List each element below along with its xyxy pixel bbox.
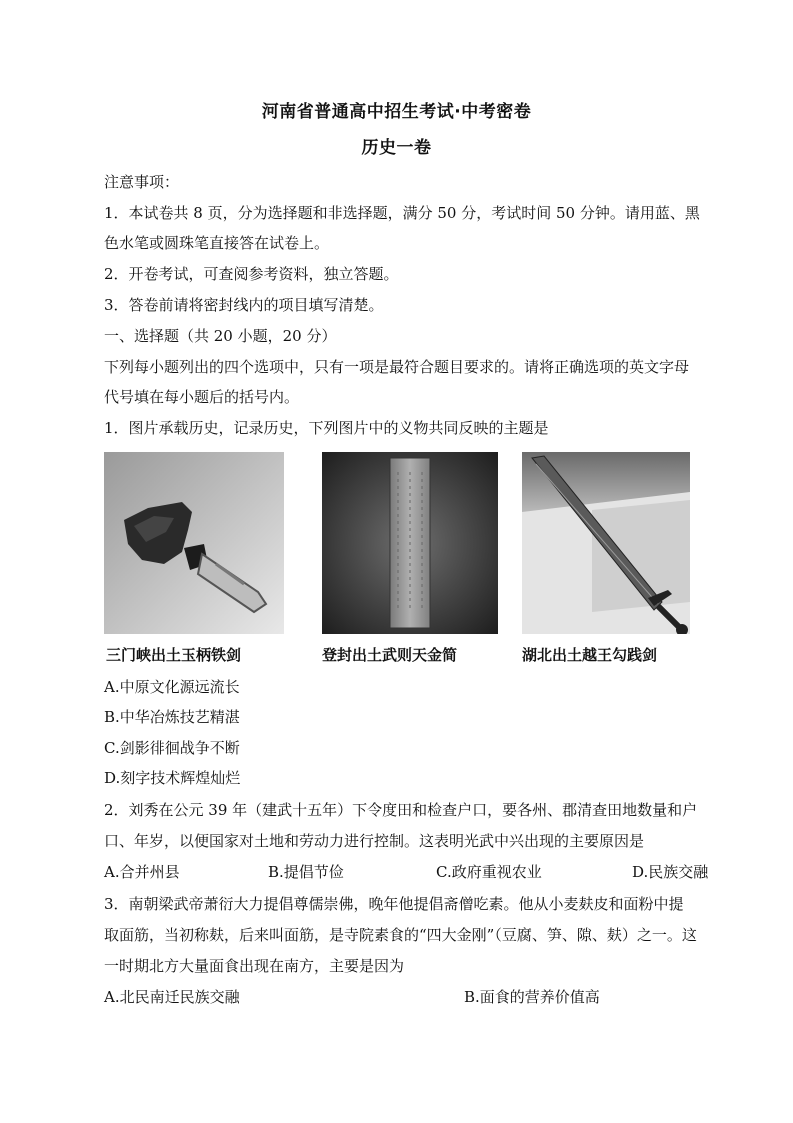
photo-goujian-sword [522, 452, 690, 634]
q1-option-b: B.中华冶炼技艺精湛 [104, 708, 240, 726]
q2-option-c: C.政府重视农业 [436, 863, 542, 881]
q3-option-a: A.北民南迁民族交融 [104, 988, 240, 1006]
question-3-stem-line-3: 一时期北方大量面食出现在南方，主要是因为 [104, 957, 405, 975]
q1-option-a: A.中原文化源远流长 [104, 678, 240, 696]
question-3-stem-line-2: 取面筋，当初称麸，后来叫面筋，是寺院素食的“四大金刚”（豆腐、笋、隙、麸）之一。这 [104, 926, 697, 944]
notice-item-1-line-1: 1．本试卷共 8 页，分为选择题和非选择题，满分 50 分，考试时间 50 分钟。请用蓝、黑 [104, 204, 700, 222]
caption-photo-2: 登封出土武则天金简 [322, 646, 458, 664]
question-1-stem: 1．图片承载历史，记录历史，下列图片中的义物共同反映的主题是 [104, 419, 549, 437]
q1-option-c: C.剑影徘徊战争不断 [104, 739, 240, 757]
page-subtitle: 历史一卷 [361, 138, 432, 158]
section-instruction-line-1: 下列每小题列出的四个选项中，只有一项是最符合题目要求的。请将正确选项的英文字母 [104, 358, 690, 376]
notice-item-3: 3．答卷前请将密封线内的项目填写清楚。 [104, 296, 384, 314]
caption-photo-1: 三门峡出土玉柄铁剑 [106, 646, 242, 664]
question-3-stem-line-1: 3．南朝梁武帝萧衍大力提倡尊儒崇佛，晚年他提倡斋僧吃素。他从小麦麸皮和面粉中提 [104, 895, 684, 913]
page-title: 河南省普通高中招生考试·中考密卷 [261, 102, 532, 122]
notice-item-2: 2．开卷考试，可查阅参考资料，独立答题。 [104, 265, 399, 283]
q2-option-b: B.提倡节俭 [268, 863, 344, 881]
section-instruction-line-2: 代号填在每小题后的括号内。 [104, 388, 300, 406]
photo-wu-zetian-gold-slip [322, 452, 498, 634]
q2-option-a: A.合并州县 [104, 863, 180, 881]
question-2-stem-line-1: 2．刘秀在公元 39 年（建武十五年）下令度田和检查户口，要各州、郡清查田地数量和户 [104, 801, 698, 819]
q3-option-b: B.面食的营养价值高 [464, 988, 600, 1006]
section-heading: 一、选择题（共 20 小题，20 分） [104, 327, 337, 345]
notice-item-1-line-2: 色水笔或圆珠笔直接答在试卷上。 [104, 234, 330, 252]
photo-jade-handle-iron-sword [104, 452, 284, 634]
q2-option-d: D.民族交融 [632, 863, 709, 881]
q1-option-d: D.刻字技术辉煌灿烂 [104, 769, 241, 787]
notice-heading: 注意事项： [104, 173, 180, 191]
caption-photo-3: 湖北出土越王勾践剑 [522, 646, 658, 664]
question-2-stem-line-2: 口、年岁，以便国家对土地和劳动力进行控制。这表明光武中兴出现的主要原因是 [104, 832, 645, 850]
